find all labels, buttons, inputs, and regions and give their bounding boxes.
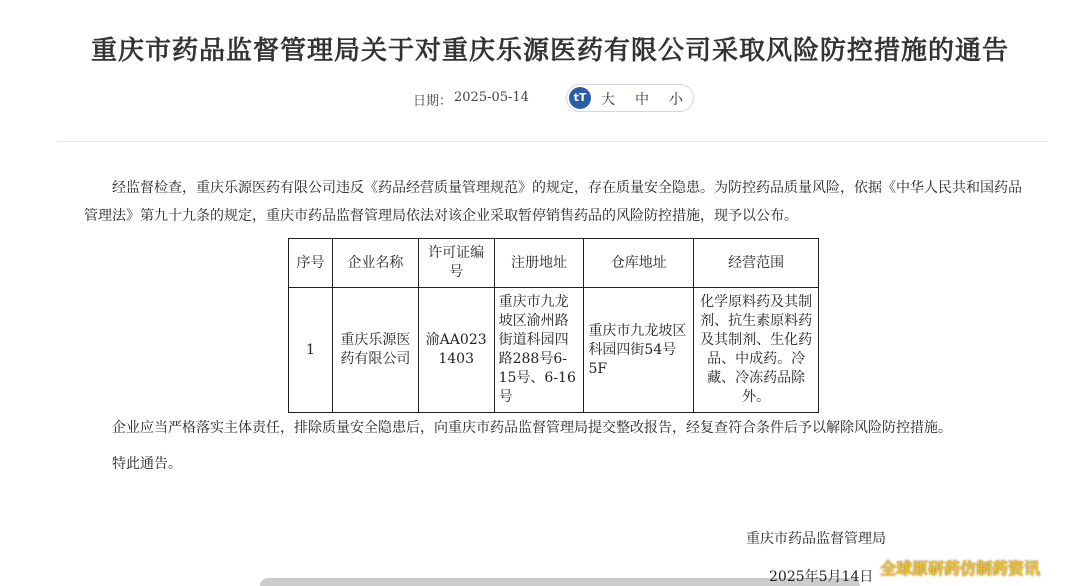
font-size-icon: tT	[569, 87, 591, 109]
font-size-small-button[interactable]: 小	[669, 92, 683, 108]
table-cell-warehouse-address: 重庆市九龙坡区科园四街54号5F	[584, 288, 694, 413]
table-row	[289, 288, 819, 413]
table-header-cell: 注册地址	[494, 239, 584, 288]
header-divider	[58, 141, 1048, 142]
page-title: 重庆市药品监督管理局关于对重庆乐源医药有限公司采取风险防控措施的通告	[90, 36, 1009, 66]
font-size-large-button[interactable]: 大	[601, 92, 615, 108]
signature-date: 2025年5月14日	[769, 569, 874, 585]
body-paragraph-intro: 经监督检查，重庆乐源医药有限公司违反《药品经营质量管理规范》的规定，存在质量安全隐患。为防控药品质量风险，依据《中华人民共和国药品管理法》第九十九条的规定，重庆市药品监督管理局依法对该企业采取暂停销售药品的风险防控措施，现予以公布。	[84, 180, 1022, 224]
article-meta	[0, 84, 1080, 114]
table-header-cell: 序号	[289, 239, 333, 288]
table-header-cell: 许可证编号	[418, 239, 494, 288]
table-header-cell: 仓库地址	[584, 239, 694, 288]
enterprise-table	[288, 238, 819, 413]
table-header-cell: 企业名称	[332, 239, 418, 288]
table-cell-company: 重庆乐源医药有限公司	[332, 288, 418, 413]
watermark-text: 全球原研药仿制药资讯	[880, 559, 1041, 578]
table-cell-license: 渝AA0231403	[418, 288, 494, 413]
font-size-medium-button[interactable]: 中	[635, 92, 649, 108]
table-header-cell: 经营范围	[694, 239, 819, 288]
table-cell-index: 1	[289, 288, 333, 413]
body-paragraph-requirement: 企业应当严格落实主体责任，排除质量安全隐患后，向重庆市药品监督管理局提交整改报告，经复查符合条件后予以解除风险防控措施。	[112, 420, 952, 436]
body-paragraph-closing: 特此通告。	[112, 456, 182, 472]
signature-org: 重庆市药品监督管理局	[746, 531, 886, 547]
table-header-row	[289, 239, 819, 288]
font-size-control	[566, 84, 694, 112]
table-cell-reg-address: 重庆市九龙坡区渝州路街道科园四路288号6-15号、6-16号	[494, 288, 584, 413]
table-cell-scope: 化学原料药及其制剂、抗生素原料药及其制剂、生化药品、中成药。冷藏、冷冻药品除外。	[694, 288, 819, 413]
date-value: 2025-05-14	[454, 90, 529, 105]
date-label: 日期：	[413, 94, 453, 109]
